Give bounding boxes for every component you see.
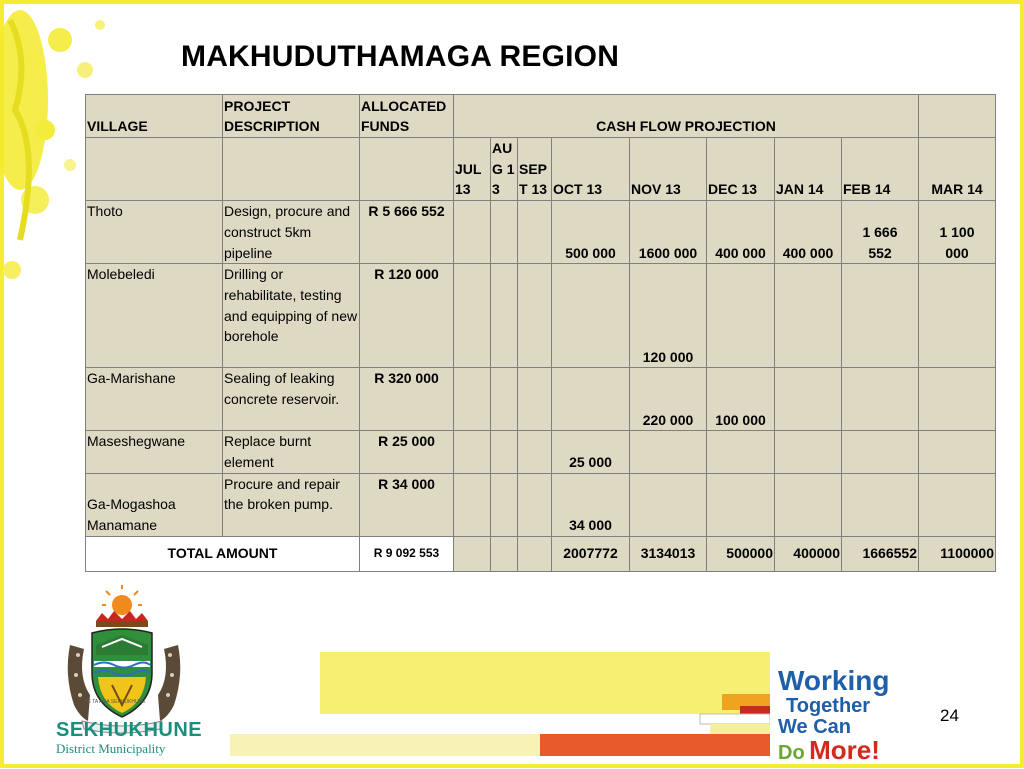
value-cell [491, 473, 518, 536]
value-cell [842, 431, 919, 473]
slogan-more: More! [809, 735, 880, 765]
total-value-cell: 1100000 [919, 536, 996, 571]
month-header: MAR 14 [919, 138, 996, 201]
table-row [86, 201, 996, 264]
value-cell [491, 368, 518, 431]
value-cell: 400 000 [707, 201, 775, 264]
table-row [86, 473, 996, 536]
village-cell: Maseshegwane [86, 431, 223, 473]
slogan-line-we-can: We Can [778, 716, 851, 738]
value-cell: 1 100 000 [919, 201, 996, 264]
village-cell: Ga-Mogashoa Manamane [86, 473, 223, 536]
value-cell [518, 368, 552, 431]
month-header: DEC 13 [707, 138, 775, 201]
value-cell [491, 431, 518, 473]
value-cell [842, 368, 919, 431]
logo-text [56, 699, 203, 756]
header-row-months [86, 138, 996, 201]
value-cell: 1 666 552 [842, 201, 919, 264]
month-header: NOV 13 [630, 138, 707, 201]
page-number: 24 [940, 706, 959, 725]
value-cell: 34 000 [552, 473, 630, 536]
total-value-cell [454, 536, 491, 571]
header-allocated-funds: ALLOCATED FUNDS [360, 95, 454, 138]
logo-name-line1: SEKHUKHUNE [56, 719, 203, 741]
value-cell [454, 368, 491, 431]
table-row [86, 368, 996, 431]
value-cell [919, 264, 996, 368]
table-row [86, 264, 996, 368]
cash-flow-table [85, 94, 996, 572]
month-header: FEB 14 [842, 138, 919, 201]
value-cell: 1600 000 [630, 201, 707, 264]
value-cell: 500 000 [552, 201, 630, 264]
value-cell: 25 000 [552, 431, 630, 473]
description-cell: Drilling or rehabilitate, testing and equipping of new borehole [223, 264, 360, 368]
slogan-do: Do [778, 742, 805, 764]
slogan-line-do-more [778, 735, 908, 769]
total-value-cell [518, 536, 552, 571]
header-empty-cell [223, 138, 360, 201]
description-cell: Replace burnt element [223, 431, 360, 473]
logo-motto: RE TA AGA SEKHUKHUNE [84, 699, 146, 705]
value-cell [842, 264, 919, 368]
value-cell [491, 201, 518, 264]
slogan-line-together: Together [786, 695, 871, 717]
header-village: VILLAGE [86, 95, 223, 138]
value-cell [707, 473, 775, 536]
header-empty-cell [86, 138, 223, 201]
value-cell: 120 000 [630, 264, 707, 368]
month-header: JUL 13 [454, 138, 491, 201]
total-funds-cell: R 9 092 553 [360, 536, 454, 571]
value-cell [454, 264, 491, 368]
value-cell [491, 264, 518, 368]
header-row-1 [86, 95, 996, 138]
village-cell: Thoto [86, 201, 223, 264]
value-cell [919, 473, 996, 536]
logo-name-line2: District Municipality [56, 741, 166, 756]
village-cell: Ga-Marishane [86, 368, 223, 431]
header-project-description: PROJECT DESCRIPTION [223, 95, 360, 138]
value-cell [775, 431, 842, 473]
value-cell [775, 368, 842, 431]
total-value-cell: 500000 [707, 536, 775, 571]
value-cell [552, 264, 630, 368]
value-cell [552, 368, 630, 431]
month-header: JAN 14 [775, 138, 842, 201]
value-cell [775, 264, 842, 368]
total-value-cell: 400000 [775, 536, 842, 571]
total-row [86, 536, 996, 571]
month-header: SEPT 13 [518, 138, 552, 201]
value-cell [707, 431, 775, 473]
value-cell [518, 201, 552, 264]
value-cell [518, 431, 552, 473]
value-cell [630, 431, 707, 473]
description-cell: Design, procure and construct 5km pipeline [223, 201, 360, 264]
month-header: AUG 13 [491, 138, 518, 201]
funds-cell: R 120 000 [360, 264, 454, 368]
total-amount-label: TOTAL AMOUNT [86, 536, 360, 571]
description-cell: Procure and repair the broken pump. [223, 473, 360, 536]
value-cell [630, 473, 707, 536]
working-together-slogan-logo [778, 666, 908, 769]
value-cell: 400 000 [775, 201, 842, 264]
value-cell: 220 000 [630, 368, 707, 431]
value-cell [919, 431, 996, 473]
slogan-line-working: Working [778, 665, 890, 696]
value-cell [707, 264, 775, 368]
funds-cell: R 25 000 [360, 431, 454, 473]
month-header: OCT 13 [552, 138, 630, 201]
total-value-cell: 1666552 [842, 536, 919, 571]
funds-cell: R 34 000 [360, 473, 454, 536]
value-cell: 100 000 [707, 368, 775, 431]
decorative-color-stripes [230, 650, 770, 758]
header-cash-flow-projection: CASH FLOW PROJECTION [454, 95, 919, 138]
header-empty-cell [360, 138, 454, 201]
funds-cell: R 5 666 552 [360, 201, 454, 264]
total-value-cell: 2007772 [552, 536, 630, 571]
header-empty-cell [919, 95, 996, 138]
slide-title: MAKHUDUTHAMAGA REGION [181, 40, 620, 73]
value-cell [454, 431, 491, 473]
description-cell: Sealing of leaking concrete reservoir. [223, 368, 360, 431]
table-row [86, 431, 996, 473]
value-cell [842, 473, 919, 536]
total-value-cell [491, 536, 518, 571]
funds-cell: R 320 000 [360, 368, 454, 431]
value-cell [775, 473, 842, 536]
value-cell [454, 473, 491, 536]
value-cell [518, 264, 552, 368]
village-cell: Molebeledi [86, 264, 223, 368]
total-value-cell: 3134013 [630, 536, 707, 571]
value-cell [919, 368, 996, 431]
value-cell [518, 473, 552, 536]
value-cell [454, 201, 491, 264]
